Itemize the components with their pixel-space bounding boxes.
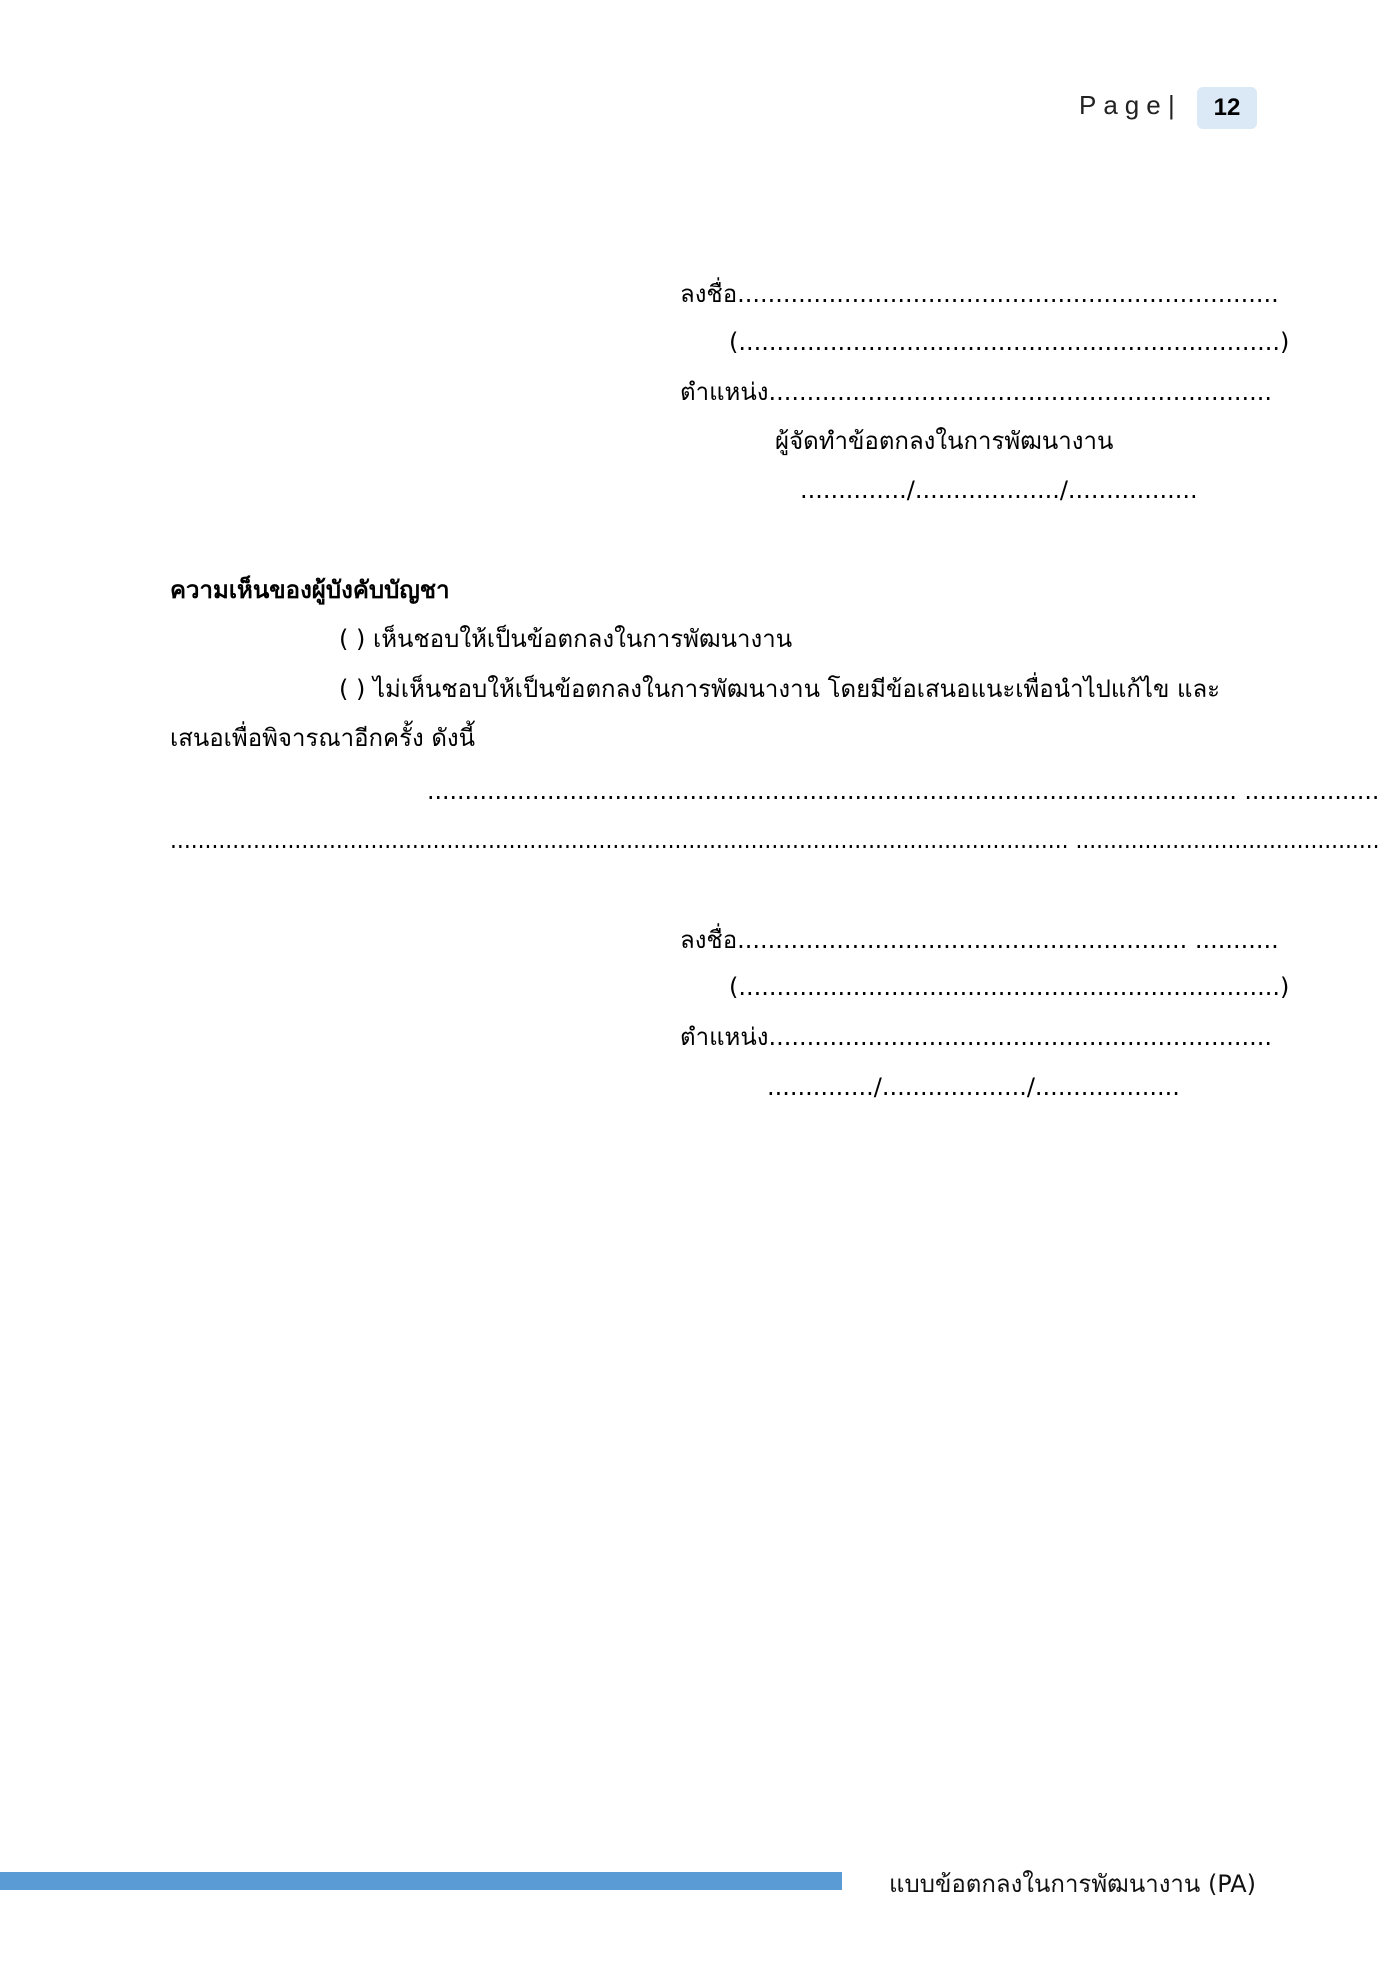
option-disagree: ( ) ไม่เห็นชอบให้เป็นข้อตกลงในการพัฒนางาน โดยมีข้อเสนอแนะเพื่อนำไปแก้ไข และ (339, 675, 1221, 703)
suggestion-dots-line-2: .................................................................................................................................. ............................................ (170, 826, 1380, 854)
footer-title: แบบข้อตกลงในการพัฒนางาน (PA) (889, 1870, 1257, 1898)
role-label: ผู้จัดทำข้อตกลงในการพัฒนางาน (775, 427, 1114, 455)
position-line-2: ตำแหน่ง.................................................................. (680, 1023, 1272, 1051)
name-line-1: (.......................................................................) (729, 328, 1290, 356)
sign-line-1: ลงชื่อ....................................................................... (680, 280, 1279, 308)
date-line-1: ............../.................../................. (800, 476, 1198, 504)
page-number-badge: 12 (1197, 87, 1257, 129)
opinion-heading: ความเห็นของผู้บังคับบัญชา (170, 576, 450, 604)
page-separator: | (1168, 90, 1175, 120)
name-line-2: (.......................................................................) (729, 973, 1290, 1001)
page-label: Page (1079, 90, 1168, 120)
footer-accent-bar (0, 1872, 842, 1890)
date-line-2: ............../.................../................... (767, 1073, 1180, 1101)
position-line-1: ตำแหน่ง.................................................................. (680, 378, 1272, 406)
option-agree: ( ) เห็นชอบให้เป็นข้อตกลงในการพัฒนางาน (339, 625, 793, 653)
suggestion-dots-line-1: ............................................................................................................ .................. (427, 777, 1380, 805)
sign-line-2: ลงชื่อ........................................................... ........... (680, 926, 1279, 954)
option-disagree-continued: เสนอเพื่อพิจารณาอีกครั้ง ดังนี้ (170, 724, 476, 752)
